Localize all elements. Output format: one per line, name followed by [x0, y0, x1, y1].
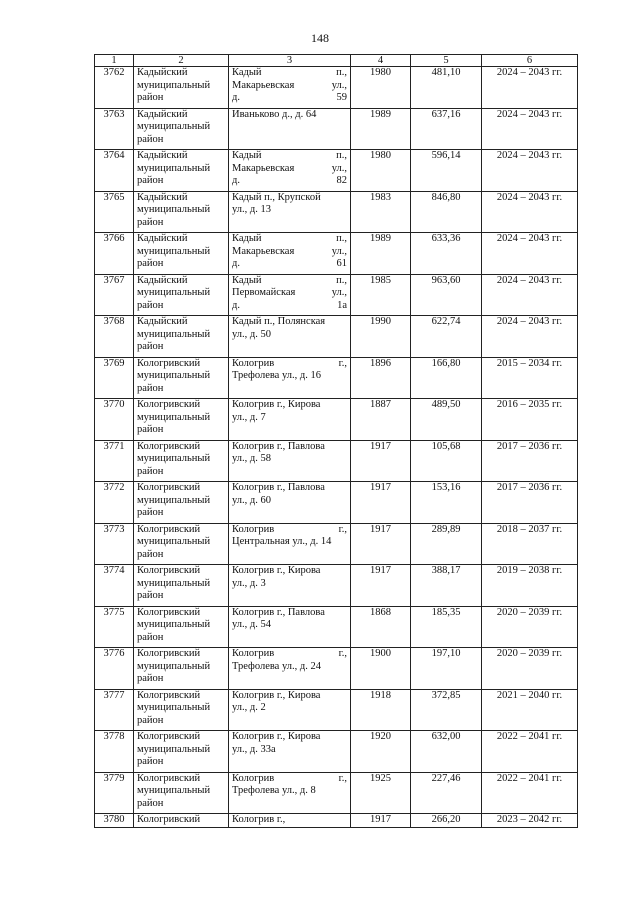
period-cell: 2024 – 2043 гг. — [482, 274, 578, 316]
area-cell: 185,35 — [411, 606, 482, 648]
year-cell: 1920 — [351, 731, 411, 773]
period-cell: 2016 – 2035 гг. — [482, 399, 578, 441]
district-cell-line: район — [137, 714, 164, 726]
district-cell-line: район — [137, 673, 164, 684]
period-cell: 2023 – 2042 гг. — [482, 814, 578, 828]
period-cell: 2020 – 2039 гг. — [482, 606, 578, 648]
district-cell-line: район — [137, 133, 164, 145]
district-cell-line: район — [137, 507, 164, 518]
district-cell-line: район — [137, 341, 164, 352]
district-cell-line: муниципальный — [137, 453, 211, 464]
year-cell: 1917 — [351, 440, 411, 482]
district-cell-line: муниципальный — [137, 785, 211, 796]
area-cell: 153,16 — [411, 482, 482, 524]
address-cell-line: Макарьевская ул., — [232, 162, 347, 174]
address-cell-line: ул., д. 50 — [232, 328, 271, 340]
district-cell — [134, 316, 229, 358]
district-cell — [134, 814, 229, 828]
table-row — [95, 648, 578, 690]
district-cell-line: муниципальный — [137, 79, 211, 91]
district-cell — [134, 274, 229, 316]
address-cell-line: Кадый п., — [232, 274, 347, 286]
table-row — [95, 565, 578, 607]
row-number-cell: 3768 — [95, 316, 134, 358]
address-cell-line: Кологрив г., Павлова — [232, 440, 325, 452]
period-cell: 2024 – 2043 гг. — [482, 316, 578, 358]
period-cell: 2024 – 2043 гг. — [482, 233, 578, 275]
address-cell-line: Кологрив г., — [232, 357, 347, 369]
district-cell-line: район — [137, 797, 164, 809]
area-cell: 596,14 — [411, 150, 482, 192]
address-cell — [229, 772, 351, 814]
period-cell: 2024 – 2043 гг. — [482, 150, 578, 192]
address-cell — [229, 233, 351, 275]
area-cell: 963,60 — [411, 274, 482, 316]
year-cell: 1983 — [351, 191, 411, 233]
address-cell-line: Кологрив г., — [232, 648, 347, 659]
table-row — [95, 523, 578, 565]
table-row — [95, 814, 578, 828]
district-cell-line: Кологривский — [137, 814, 201, 825]
district-cell-line: Кадыйский — [137, 108, 188, 120]
column-header-6: 6 — [482, 55, 578, 67]
row-number-cell: 3779 — [95, 772, 134, 814]
row-number-cell: 3773 — [95, 523, 134, 565]
area-cell: 481,10 — [411, 67, 482, 109]
row-number-cell: 3772 — [95, 482, 134, 524]
area-cell: 105,68 — [411, 440, 482, 482]
page-number: 148 — [311, 31, 329, 45]
district-cell-line: муниципальный — [137, 328, 211, 340]
district-cell-line: муниципальный — [137, 619, 211, 630]
year-cell: 1900 — [351, 648, 411, 690]
year-cell: 1868 — [351, 606, 411, 648]
period-cell: 2017 – 2036 гг. — [482, 482, 578, 524]
address-cell-line: Кадый п., Полянская — [232, 316, 326, 327]
address-cell-line: ул., д. 2 — [232, 702, 266, 713]
area-cell: 846,80 — [411, 191, 482, 233]
district-cell-line: район — [137, 382, 164, 394]
table-row — [95, 191, 578, 233]
address-cell — [229, 814, 351, 828]
district-cell-line: муниципальный — [137, 743, 211, 755]
district-cell-line: район — [137, 590, 164, 601]
district-cell-line: муниципальный — [137, 411, 211, 423]
district-cell-line: муниципальный — [137, 577, 211, 589]
year-cell: 1896 — [351, 357, 411, 399]
district-cell-line: муниципальный — [137, 287, 211, 298]
district-cell — [134, 233, 229, 275]
housing-registry-table — [94, 54, 578, 828]
address-cell-line: ул., д. 13 — [232, 204, 271, 215]
address-cell-line: Кологрив г., Павлова — [232, 482, 325, 493]
address-cell — [229, 150, 351, 192]
row-number-cell: 3771 — [95, 440, 134, 482]
table-body — [95, 67, 578, 828]
district-cell-line: Кологривский — [137, 731, 201, 742]
period-cell: 2022 – 2041 гг. — [482, 772, 578, 814]
area-cell: 197,10 — [411, 648, 482, 690]
address-cell-line: д. 61 — [232, 258, 347, 269]
district-cell — [134, 523, 229, 565]
row-number-cell: 3765 — [95, 191, 134, 233]
address-cell — [229, 648, 351, 690]
table-row — [95, 772, 578, 814]
year-cell: 1990 — [351, 316, 411, 358]
address-cell — [229, 440, 351, 482]
address-cell — [229, 108, 351, 150]
district-cell-line: район — [137, 258, 164, 269]
year-cell: 1918 — [351, 689, 411, 731]
address-cell-line: ул., д. 33а — [232, 743, 276, 755]
district-cell-line: район — [137, 465, 164, 477]
table-row — [95, 357, 578, 399]
district-cell — [134, 482, 229, 524]
district-cell-line: район — [137, 175, 164, 186]
address-cell — [229, 316, 351, 358]
address-cell — [229, 399, 351, 441]
district-cell-line: район — [137, 631, 164, 643]
address-cell-line: д. 1а — [232, 299, 347, 311]
address-cell — [229, 357, 351, 399]
district-cell — [134, 67, 229, 109]
district-cell — [134, 150, 229, 192]
year-cell: 1985 — [351, 274, 411, 316]
table-row — [95, 731, 578, 773]
address-cell-line: Макарьевская ул., — [232, 245, 347, 257]
address-cell-line: ул., д. 58 — [232, 453, 271, 464]
district-cell — [134, 108, 229, 150]
address-cell-line: Кологрив г., Павлова — [232, 606, 325, 618]
district-cell — [134, 440, 229, 482]
district-cell — [134, 648, 229, 690]
period-cell: 2022 – 2041 гг. — [482, 731, 578, 773]
period-cell: 2024 – 2043 гг. — [482, 108, 578, 150]
address-cell-line: Трефолева ул., д. 8 — [232, 785, 316, 796]
district-cell-line: муниципальный — [137, 494, 211, 506]
address-cell-line: Первомайская ул., — [232, 287, 347, 298]
address-cell-line: Трефолева ул., д. 16 — [232, 370, 321, 381]
district-cell-line: район — [137, 424, 164, 435]
district-cell — [134, 606, 229, 648]
address-cell — [229, 482, 351, 524]
address-cell-line: ул., д. 60 — [232, 494, 271, 506]
district-cell-line: муниципальный — [137, 245, 211, 257]
district-cell-line: Кологривский — [137, 440, 201, 452]
row-number-cell: 3777 — [95, 689, 134, 731]
address-cell — [229, 67, 351, 109]
year-cell: 1980 — [351, 150, 411, 192]
area-cell: 289,89 — [411, 523, 482, 565]
year-cell: 1917 — [351, 482, 411, 524]
district-cell-line: Кологривский — [137, 772, 201, 784]
row-number-cell: 3764 — [95, 150, 134, 192]
period-cell: 2024 – 2043 гг. — [482, 67, 578, 109]
address-cell — [229, 731, 351, 773]
period-cell: 2020 – 2039 гг. — [482, 648, 578, 690]
district-cell — [134, 357, 229, 399]
row-number-cell: 3776 — [95, 648, 134, 690]
district-cell-line: Кадыйский — [137, 150, 188, 161]
address-cell-line: ул., д. 7 — [232, 411, 266, 423]
period-cell: 2019 – 2038 гг. — [482, 565, 578, 607]
table-row — [95, 316, 578, 358]
district-cell — [134, 772, 229, 814]
table-row — [95, 440, 578, 482]
address-cell-line: Кологрив г., Кирова — [232, 689, 321, 701]
row-number-cell: 3762 — [95, 67, 134, 109]
period-cell: 2021 – 2040 гг. — [482, 689, 578, 731]
year-cell: 1989 — [351, 108, 411, 150]
address-cell-line: Центральная ул., д. 14 — [232, 536, 332, 547]
address-cell-line: Кадый п., Крупской — [232, 191, 321, 203]
district-cell-line: Кологривский — [137, 357, 201, 369]
year-cell: 1887 — [351, 399, 411, 441]
area-cell: 388,17 — [411, 565, 482, 607]
district-cell — [134, 191, 229, 233]
table-row — [95, 274, 578, 316]
year-cell: 1925 — [351, 772, 411, 814]
district-cell-line: Кадыйский — [137, 233, 188, 244]
column-header-1: 1 — [95, 55, 134, 67]
row-number-cell: 3778 — [95, 731, 134, 773]
table-row — [95, 67, 578, 109]
address-cell-line: д. 59 — [232, 92, 347, 103]
address-cell-line: д. 82 — [232, 175, 347, 186]
address-cell-line: Кологрив г., Кирова — [232, 565, 321, 576]
address-cell — [229, 606, 351, 648]
row-number-cell: 3770 — [95, 399, 134, 441]
address-cell-line: Кадый п., — [232, 150, 347, 161]
table-header — [95, 55, 578, 67]
address-cell-line: Кологрив г., — [232, 523, 347, 535]
district-cell-line: муниципальный — [137, 702, 211, 713]
address-cell-line: Макарьевская ул., — [232, 79, 347, 91]
district-cell-line: Кадыйский — [137, 67, 188, 78]
table-row — [95, 233, 578, 275]
column-header-4: 4 — [351, 55, 411, 67]
address-cell — [229, 523, 351, 565]
address-cell-line: ул., д. 54 — [232, 619, 271, 630]
address-cell-line: Кологрив г., — [232, 772, 347, 784]
district-cell — [134, 731, 229, 773]
address-cell-line: Иваньково д., д. 64 — [232, 108, 317, 120]
district-cell-line: Кадыйский — [137, 191, 188, 203]
district-cell-line: муниципальный — [137, 204, 211, 215]
district-cell-line: район — [137, 299, 164, 311]
district-cell-line: Кадыйский — [137, 274, 188, 286]
area-cell: 489,50 — [411, 399, 482, 441]
area-cell: 166,80 — [411, 357, 482, 399]
table-row — [95, 108, 578, 150]
district-cell — [134, 689, 229, 731]
district-cell-line: район — [137, 92, 164, 103]
header-row — [95, 55, 578, 67]
table-row — [95, 606, 578, 648]
period-cell: 2017 – 2036 гг. — [482, 440, 578, 482]
area-cell: 633,36 — [411, 233, 482, 275]
row-number-cell: 3769 — [95, 357, 134, 399]
district-cell-line: Кадыйский — [137, 316, 188, 327]
area-cell: 632,00 — [411, 731, 482, 773]
area-cell: 622,74 — [411, 316, 482, 358]
area-cell: 372,85 — [411, 689, 482, 731]
district-cell-line: муниципальный — [137, 660, 211, 672]
district-cell-line: Кологривский — [137, 565, 201, 576]
district-cell-line: район — [137, 756, 164, 767]
district-cell — [134, 399, 229, 441]
table-row — [95, 399, 578, 441]
address-cell-line: Трефолева ул., д. 24 — [232, 660, 321, 672]
district-cell-line: муниципальный — [137, 121, 211, 132]
address-cell — [229, 191, 351, 233]
period-cell: 2024 – 2043 гг. — [482, 191, 578, 233]
year-cell: 1917 — [351, 814, 411, 828]
address-cell-line: Кадый п., — [232, 233, 347, 244]
row-number-cell: 3767 — [95, 274, 134, 316]
district-cell-line: Кологривский — [137, 482, 201, 493]
address-cell-line: ул., д. 3 — [232, 577, 266, 589]
address-cell-line: Кологрив г., Кирова — [232, 399, 321, 410]
row-number-cell: 3766 — [95, 233, 134, 275]
column-header-5: 5 — [411, 55, 482, 67]
year-cell: 1917 — [351, 565, 411, 607]
row-number-cell: 3774 — [95, 565, 134, 607]
table-row — [95, 689, 578, 731]
district-cell-line: муниципальный — [137, 370, 211, 381]
row-number-cell: 3775 — [95, 606, 134, 648]
address-cell-line: Кологрив г., Кирова — [232, 731, 321, 742]
period-cell: 2015 – 2034 гг. — [482, 357, 578, 399]
table-row — [95, 482, 578, 524]
district-cell-line: Кологривский — [137, 399, 201, 410]
address-cell — [229, 689, 351, 731]
row-number-cell: 3780 — [95, 814, 134, 828]
address-cell-line: Кологрив г., — [232, 814, 286, 825]
column-header-3: 3 — [229, 55, 351, 67]
district-cell-line: район — [137, 548, 164, 560]
district-cell-line: муниципальный — [137, 162, 211, 174]
year-cell: 1980 — [351, 67, 411, 109]
area-cell: 266,20 — [411, 814, 482, 828]
column-header-2: 2 — [134, 55, 229, 67]
area-cell: 227,46 — [411, 772, 482, 814]
year-cell: 1989 — [351, 233, 411, 275]
district-cell-line: муниципальный — [137, 536, 211, 547]
district-cell-line: Кологривский — [137, 523, 201, 535]
year-cell: 1917 — [351, 523, 411, 565]
district-cell — [134, 565, 229, 607]
row-number-cell: 3763 — [95, 108, 134, 150]
district-cell-line: Кологривский — [137, 689, 201, 701]
address-cell — [229, 274, 351, 316]
period-cell: 2018 – 2037 гг. — [482, 523, 578, 565]
area-cell: 637,16 — [411, 108, 482, 150]
district-cell-line: Кологривский — [137, 606, 201, 618]
district-cell-line: район — [137, 216, 164, 228]
table-row — [95, 150, 578, 192]
address-cell — [229, 565, 351, 607]
district-cell-line: Кологривский — [137, 648, 201, 659]
address-cell-line: Кадый п., — [232, 67, 347, 78]
